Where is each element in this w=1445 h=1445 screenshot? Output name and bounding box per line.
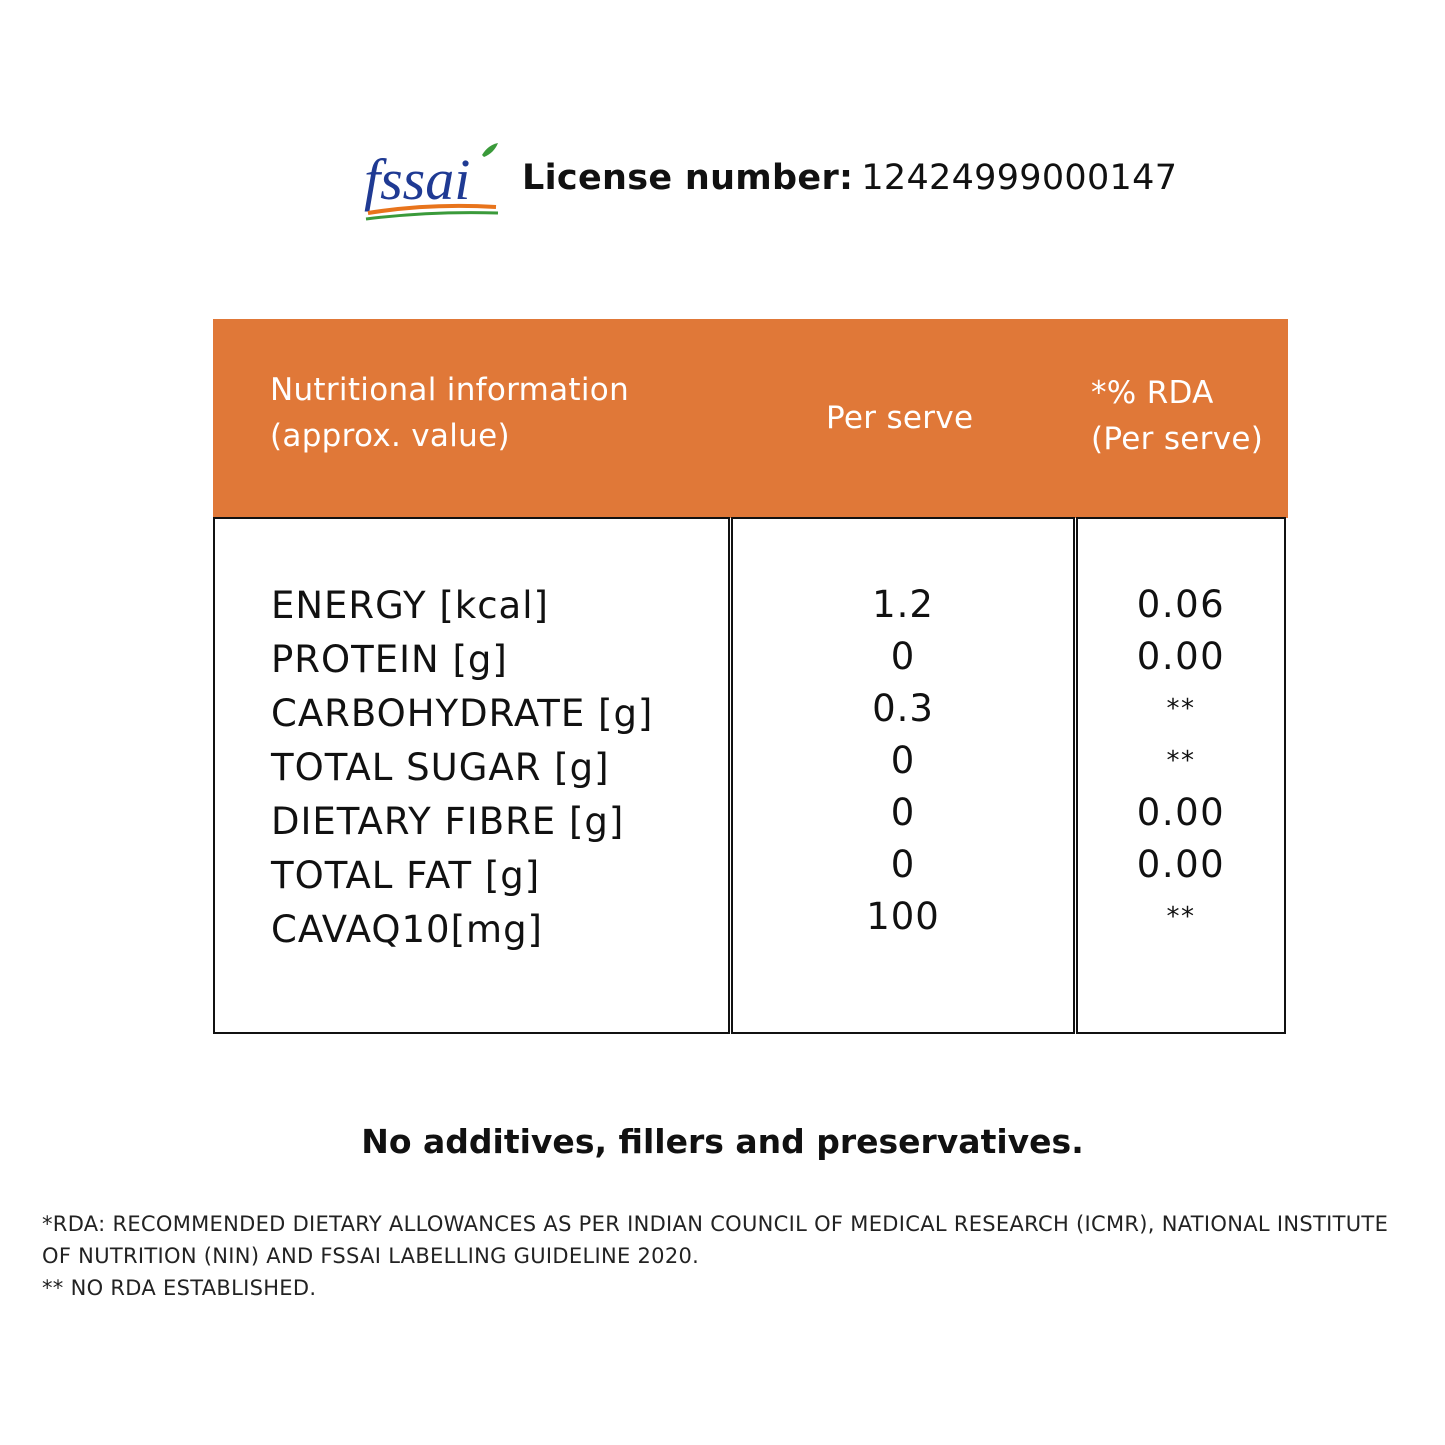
license-text bbox=[522, 158, 1177, 198]
header-col1-line2: (approx. value) bbox=[270, 418, 510, 454]
license-number: 12424999000147 bbox=[861, 158, 1178, 198]
per-serve-value: 1.2 bbox=[872, 583, 934, 626]
per-serve-value: 0 bbox=[890, 843, 916, 886]
rda-value: 0.00 bbox=[1136, 635, 1226, 678]
rda-column bbox=[1076, 517, 1286, 1034]
nutrient-name: DIETARY FIBRE [g] bbox=[271, 800, 625, 843]
no-additives-statement: No additives, fillers and preservatives. bbox=[361, 1122, 1084, 1161]
fssai-logo bbox=[360, 133, 510, 223]
per-serve-value: 0 bbox=[890, 635, 916, 678]
rda-footnote: *RDA: RECOMMENDED DIETARY ALLOWANCES AS PER INDIAN COUNCIL OF MEDICAL RESEARCH (ICMR), NATIONAL INSTITUTE OF NUTRITION (NIN) AND FSSAI LABELLING GUIDELINE 2020. bbox=[42, 1212, 1389, 1268]
header-col3-line1: *% RDA bbox=[1091, 375, 1214, 411]
per-serve-value: 0.3 bbox=[872, 687, 934, 730]
rda-value: ** bbox=[1166, 902, 1196, 932]
rda-value: ** bbox=[1166, 694, 1196, 724]
rda-list bbox=[1078, 579, 1284, 943]
license-row bbox=[360, 128, 1177, 228]
table-header bbox=[213, 319, 1288, 518]
nutrient-name-column bbox=[213, 517, 730, 1034]
rda-value: 0.00 bbox=[1136, 791, 1226, 834]
nutrient-name: TOTAL FAT [g] bbox=[271, 854, 541, 897]
per-serve-list bbox=[733, 579, 1073, 943]
nutrient-name-list bbox=[271, 579, 653, 957]
per-serve-value: 0 bbox=[890, 739, 916, 782]
nutrient-name: PROTEIN [g] bbox=[271, 638, 508, 681]
header-col1-line1: Nutritional information bbox=[270, 372, 630, 408]
table-body bbox=[213, 517, 1288, 1034]
leaf-icon bbox=[482, 143, 498, 157]
rda-value: 0.00 bbox=[1136, 843, 1226, 886]
header-rda bbox=[1091, 370, 1263, 462]
logo-underline-green bbox=[366, 213, 498, 219]
rda-value: 0.06 bbox=[1136, 583, 1226, 626]
header-per-serve: Per serve bbox=[826, 400, 974, 436]
footnotes bbox=[42, 1208, 1422, 1304]
no-rda-footnote: ** NO RDA ESTABLISHED. bbox=[42, 1276, 317, 1300]
per-serve-column bbox=[731, 517, 1075, 1034]
per-serve-value: 100 bbox=[866, 895, 940, 938]
nutrient-name: TOTAL SUGAR [g] bbox=[271, 746, 610, 789]
fssai-logo-text: fssai bbox=[364, 147, 471, 212]
nutrient-name: CAVAQ10[mg] bbox=[271, 908, 543, 951]
header-col3-line2: (Per serve) bbox=[1091, 421, 1264, 457]
header-nutritional-info bbox=[270, 367, 629, 459]
nutrient-name: ENERGY [kcal] bbox=[271, 584, 549, 627]
nutrient-name: CARBOHYDRATE [g] bbox=[271, 692, 654, 735]
rda-value: ** bbox=[1166, 746, 1196, 776]
license-label: License number: bbox=[522, 158, 854, 198]
per-serve-value: 0 bbox=[890, 791, 916, 834]
